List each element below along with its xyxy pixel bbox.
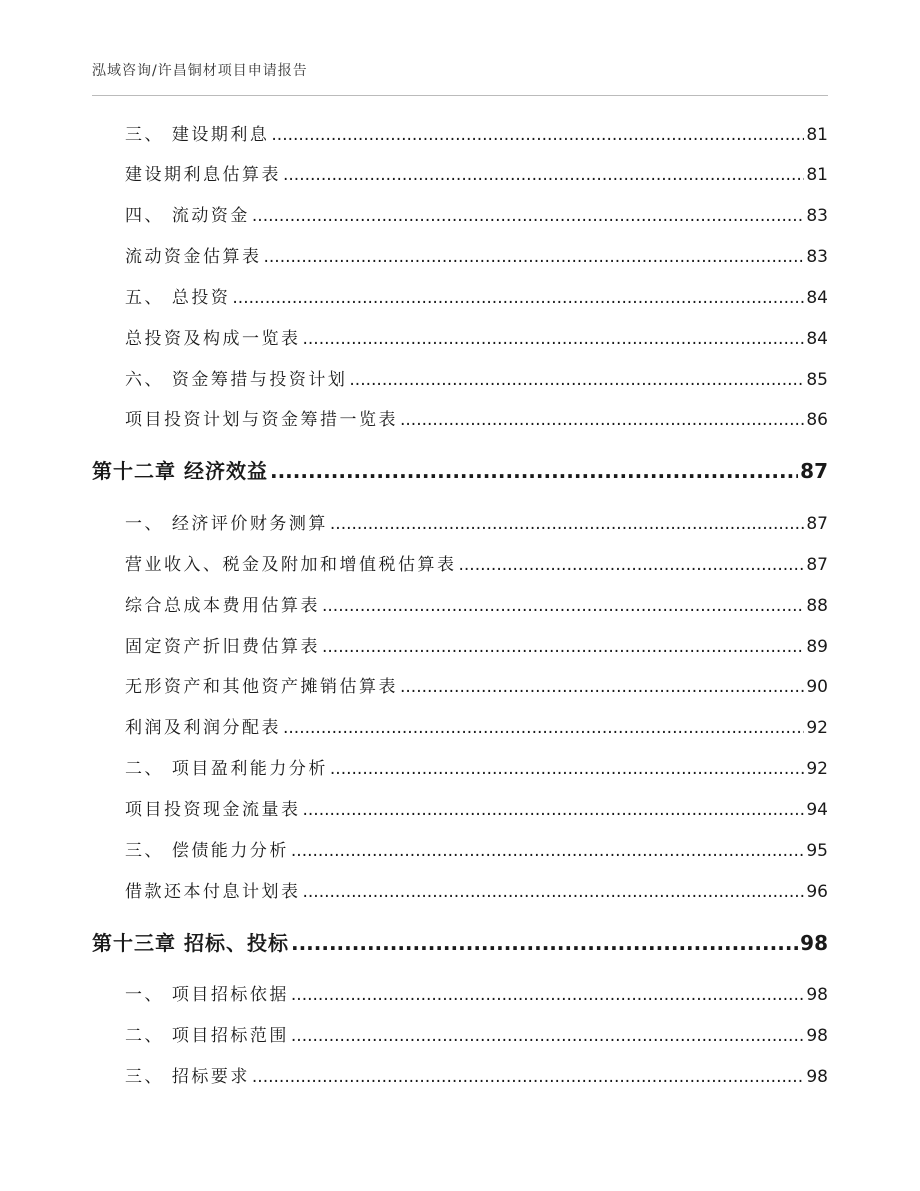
toc-entry-title: 无形资产和其他资产摊销估算表 [125,677,398,697]
dot-leader [303,324,805,354]
toc-entry-page: 98 [806,1067,828,1087]
toc-entry-page: 84 [806,288,828,308]
toc-entry-page: 94 [806,800,828,820]
toc-entry-page: 81 [806,125,828,145]
toc-entry-page: 88 [806,596,828,616]
toc-entry[interactable] [92,160,828,190]
toc-entry[interactable] [92,632,828,662]
toc-entry[interactable] [92,1062,828,1092]
toc-entry-title: 项目投资现金流量表 [125,800,301,820]
toc-entry-title: 一、 项目招标依据 [125,985,289,1005]
toc-entry-title: 建设期利息估算表 [125,165,281,185]
toc-entry-title: 五、 总投资 [125,288,231,308]
toc-entry[interactable] [92,509,828,539]
dot-leader [291,928,798,958]
toc-entry-page: 96 [806,882,828,902]
toc-entry-page: 92 [806,718,828,738]
toc-chapter-page: 98 [800,931,828,955]
toc-entry[interactable] [92,754,828,784]
dot-leader [330,754,804,784]
dot-leader [291,836,804,866]
toc-entry-page: 83 [806,247,828,267]
toc-entry[interactable] [92,242,828,272]
toc-entry[interactable] [92,877,828,907]
dot-leader [252,1062,804,1092]
toc-entry[interactable] [92,283,828,313]
dot-leader [291,1021,804,1051]
toc-entry-title: 二、 项目盈利能力分析 [125,759,328,779]
dot-leader [322,632,804,662]
dot-leader [349,365,804,395]
toc-entry-title: 二、 项目招标范围 [125,1026,289,1046]
toc-entry-title: 流动资金估算表 [125,247,262,267]
toc-entry-title: 项目投资计划与资金筹措一览表 [125,410,398,430]
toc-entry[interactable] [92,980,828,1010]
toc-entry-title: 三、 招标要求 [125,1067,250,1087]
dot-leader [291,980,804,1010]
toc-chapter[interactable] [92,456,828,486]
toc-entry-title: 利润及利润分配表 [125,718,281,738]
toc-chapter-title: 第十三章 招标、投标 [92,931,289,955]
toc-entry-page: 98 [806,1026,828,1046]
dot-leader [232,283,804,313]
dot-leader [322,591,804,621]
toc-entry-page: 95 [806,841,828,861]
toc-entry-page: 83 [806,206,828,226]
toc-entry[interactable] [92,672,828,702]
toc-entry-page: 84 [806,329,828,349]
toc-entry-title: 四、 流动资金 [125,206,250,226]
toc-entry-page: 85 [806,370,828,390]
toc-chapter-page: 87 [800,459,828,483]
dot-leader [303,795,805,825]
dot-leader [271,120,804,150]
toc-entry-page: 81 [806,165,828,185]
toc-entry-page: 92 [806,759,828,779]
toc-entry[interactable] [92,713,828,743]
toc-entry-page: 86 [806,410,828,430]
running-header: 泓域咨询/许昌铜材项目申请报告 [92,63,308,79]
toc-entry[interactable] [92,550,828,580]
toc-entry[interactable] [92,795,828,825]
dot-leader [252,201,804,231]
dot-leader [303,877,805,907]
dot-leader [283,160,804,190]
toc-entry-page: 90 [806,677,828,697]
toc-entry-title: 借款还本付息计划表 [125,882,301,902]
toc-entry-page: 89 [806,637,828,657]
dot-leader [330,509,804,539]
toc-entry-title: 一、 经济评价财务测算 [125,514,328,534]
toc-entry[interactable] [92,365,828,395]
toc-entry-title: 固定资产折旧费估算表 [125,637,320,657]
toc-entry[interactable] [92,324,828,354]
toc-entry-title: 综合总成本费用估算表 [125,596,320,616]
toc-entry[interactable] [92,591,828,621]
toc-entry-title: 总投资及构成一览表 [125,329,301,349]
toc-entry[interactable] [92,120,828,150]
dot-leader [264,242,805,272]
toc-entry[interactable] [92,201,828,231]
toc-entry-title: 六、 资金筹措与投资计划 [125,370,348,390]
toc-entry-title: 三、 偿债能力分析 [125,841,289,861]
toc-entry-page: 87 [806,555,828,575]
toc-entry-page: 98 [806,985,828,1005]
header-divider [92,95,828,96]
toc-entry[interactable] [92,405,828,435]
toc-entry-title: 三、 建设期利息 [125,125,270,145]
toc-entry-page: 87 [806,514,828,534]
dot-leader [283,713,804,743]
dot-leader [270,456,798,486]
toc-chapter[interactable] [92,928,828,958]
dot-leader [400,405,804,435]
dot-leader [459,550,805,580]
toc-entry[interactable] [92,836,828,866]
toc-entry-title: 营业收入、税金及附加和增值税估算表 [125,555,457,575]
toc-entry[interactable] [92,1021,828,1051]
toc-chapter-title: 第十二章 经济效益 [92,459,268,483]
dot-leader [400,672,804,702]
